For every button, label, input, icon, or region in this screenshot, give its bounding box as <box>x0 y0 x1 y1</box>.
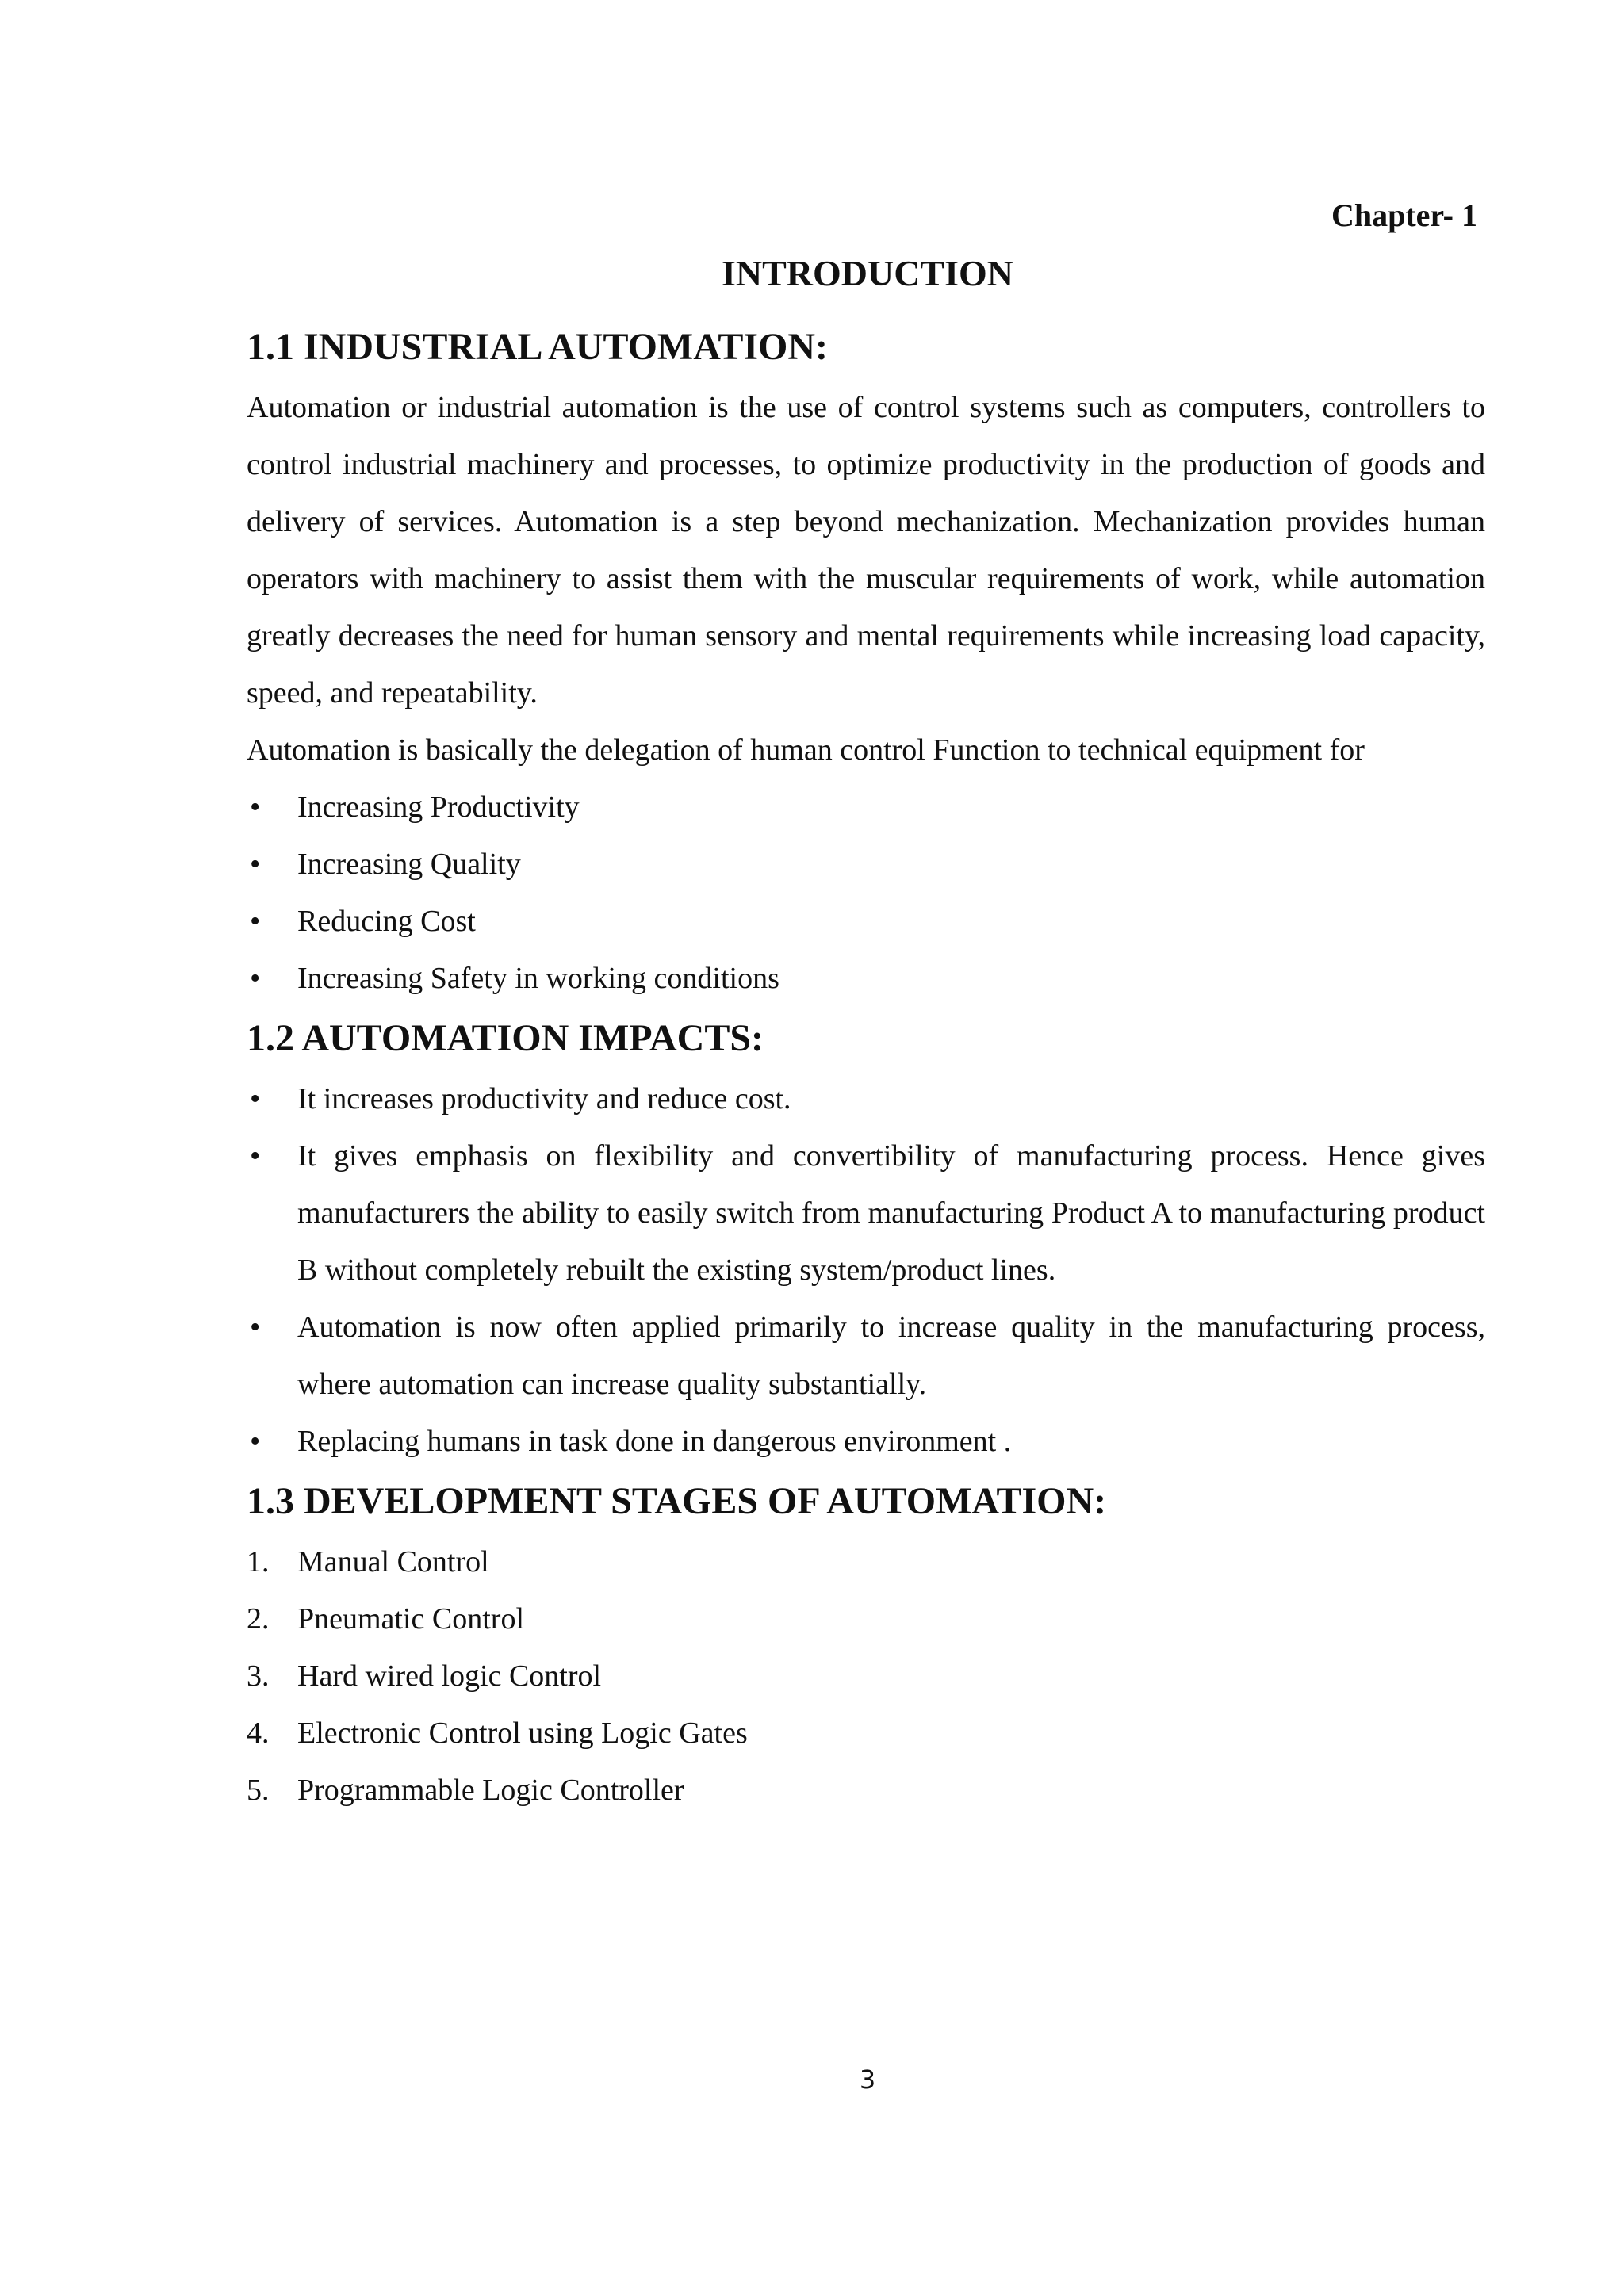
list-number: 4. <box>247 1716 270 1750</box>
list-item: • Replacing humans in task done in dangerous environment . <box>247 1413 1485 1470</box>
list-item: • Increasing Safety in working conditions <box>247 950 1485 1007</box>
bullet-icon: • <box>250 1311 261 1344</box>
list-item: 3. Hard wired logic Control <box>247 1647 1485 1705</box>
list-item: • Reducing Cost <box>247 893 1485 950</box>
bullet-icon: • <box>250 905 261 938</box>
list-item: 1. Manual Control <box>247 1533 1485 1590</box>
section-heading-automation-impacts: 1.2 AUTOMATION IMPACTS: <box>247 1017 764 1059</box>
list-item: • It gives emphasis on flexibility and convertibility of manufacturing process. Hence gives manufacturers the ability to easily switch from manufacturing Product A to manufacturing product B without completely rebuilt the existing system/product lines. <box>247 1127 1485 1299</box>
bullet-icon: • <box>250 962 261 995</box>
list-item: • Automation is now often applied primarily to increase quality in the manufacturing process, where automation can increase quality substantially. <box>247 1299 1485 1413</box>
page-title: INTRODUCTION <box>721 253 1014 293</box>
section-heading-development-stages: 1.3 DEVELOPMENT STAGES OF AUTOMATION: <box>247 1480 1107 1522</box>
section-heading-industrial-automation: 1.1 INDUSTRIAL AUTOMATION: <box>247 326 829 368</box>
impact-list <box>247 1070 1485 1470</box>
list-item: 2. Pneumatic Control <box>247 1590 1485 1647</box>
section-paragraph: Automation or industrial automation is the use of control systems such as computers, controllers to control industrial machinery and processes, to optimize productivity in the production of goods and delivery of services. Automation is a step beyond mechanization. Mechanization provides human operators with machinery to assist them with the muscular requirements of work, while automation greatly decreases the need for human sensory and mental requirements while increasing load capacity, speed, and repeatability. <box>247 391 1485 710</box>
list-item: 5. Programmable Logic Controller <box>247 1762 1485 1819</box>
list-number: 1. <box>247 1545 270 1578</box>
list-item: • Increasing Productivity <box>247 779 1485 836</box>
main-content <box>247 316 1485 1819</box>
benefit-list <box>247 779 1485 1007</box>
list-number: 3. <box>247 1659 270 1693</box>
stages-list <box>247 1533 1485 1819</box>
bullet-icon: • <box>250 790 261 824</box>
page-number: 3 <box>859 2064 876 2095</box>
list-item: • Increasing Quality <box>247 836 1485 893</box>
bullet-icon: • <box>250 1082 261 1115</box>
list-item: 4. Electronic Control using Logic Gates <box>247 1705 1485 1762</box>
list-number: 2. <box>247 1602 270 1636</box>
chapter-label: Chapter- 1 <box>1331 197 1477 233</box>
bullet-icon: • <box>250 1425 261 1458</box>
bullet-icon: • <box>250 1139 261 1173</box>
bullet-icon: • <box>250 848 261 881</box>
section-intro-text: Automation is basically the delegation of human control Function to technical equipment for <box>247 733 1365 767</box>
list-number: 5. <box>247 1774 270 1807</box>
list-item: • It increases productivity and reduce cost. <box>247 1070 1485 1127</box>
